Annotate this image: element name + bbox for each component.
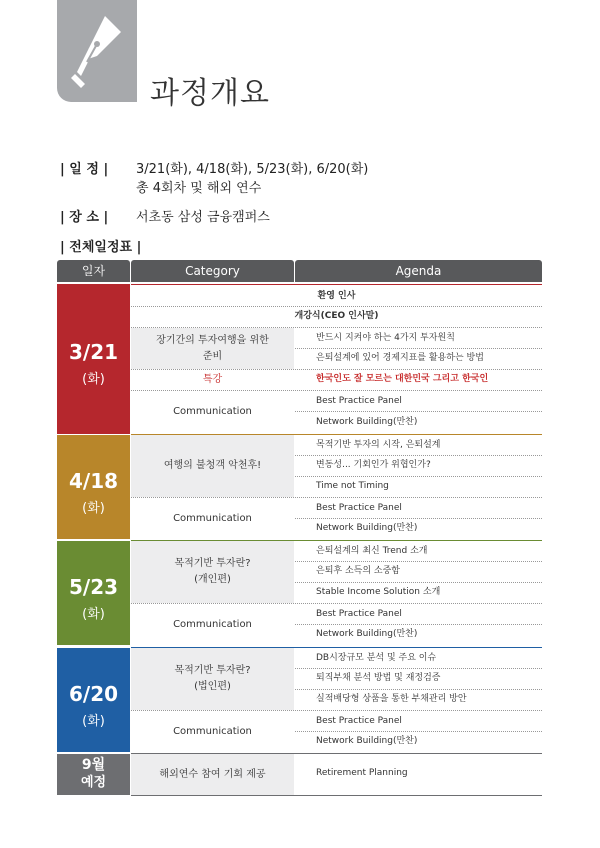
agenda-item: 개강식(CEO 인사말) [294,311,379,321]
category-cell [131,498,294,539]
date-cell-september [57,754,130,795]
agenda-item: 실적배당형 상품을 통한 부채관리 방안 [316,694,467,704]
category-cell [131,648,294,710]
agenda-item: Network Building(만찬) [316,417,418,427]
agenda-item: Best Practice Panel [316,716,402,726]
venue-row [60,206,135,225]
category-text: Communication [173,406,252,417]
date-cell-3-21 [57,284,130,434]
category-text: Communication [173,512,252,524]
date-value: 5/23 [68,575,119,599]
table-bottom-border [131,795,542,796]
category-text: 목적기반 투자란? [174,665,251,676]
category-cell [131,604,294,645]
agenda-item: 변동성... 기회인가 위협인가? [316,460,431,470]
category-text: 장기간의 투자여행을 위한 준비 [156,334,269,362]
venue-label: | 장 소 | [60,210,109,225]
category-cell [131,391,294,433]
agenda-item: Best Practice Panel [316,503,402,513]
category-cell [131,711,294,752]
category-subtext: (개인편) [194,574,231,585]
agenda-item: Retirement Planning [316,768,408,778]
agenda-item: 은퇴설계의 최신 Trend 소개 [316,546,428,556]
day-value: (화) [82,501,105,516]
category-cell [131,754,294,795]
date-value: 9월 [81,757,106,773]
category-subtext: (법인편) [194,681,231,692]
date-cell-5-23 [57,541,130,645]
day-value: (화) [82,607,105,622]
category-cell [131,541,294,603]
category-text: 해외연수 참여 기회 제공 [159,768,266,780]
agenda-item: Stable Income Solution 소개 [316,587,441,597]
agenda-item: Network Building(만찬) [316,523,418,533]
date-value: 4/18 [68,469,119,493]
agenda-item: Time not Timing [316,481,389,491]
day-value: (화) [82,714,105,729]
category-cell [131,435,294,497]
special-lecture-label: 특강 [202,373,223,385]
section-title: | 전체일정표 | [60,240,142,255]
agenda-item: Network Building(만찬) [316,736,418,746]
agenda-item: Best Practice Panel [316,609,402,619]
category-text: 목적기반 투자란? [174,558,251,569]
header-category: Category [131,260,294,282]
agenda-item-special: 한국인도 잘 모르는 대한민국 그리고 한국인 [316,374,489,384]
venue-value: 서초동 삼성 금융캠퍼스 [136,210,270,225]
schedule-line2: 총 4회차 및 해외 연수 [136,181,262,196]
header-date: 일자 [57,260,130,282]
agenda-item: Network Building(만찬) [316,629,418,639]
agenda-item: DB시장규모 분석 및 주요 이슈 [316,653,437,663]
date-value: 3/21 [68,340,119,364]
page-title: 과정개요 [150,76,270,111]
day-value: (화) [82,372,105,387]
schedule-label: | 일 정 | [60,162,109,177]
agenda-item: 환영 인사 [317,291,356,301]
header-agenda: Agenda [295,260,542,282]
agenda-item: 반드시 지켜야 하는 4가지 투자원칙 [316,333,455,343]
category-cell [131,369,294,390]
divider [131,284,542,285]
fountain-pen-icon [67,12,127,92]
agenda-item: 퇴직부채 분석 방법 및 재정검증 [316,673,441,683]
logo-box [57,0,137,102]
agenda-item: 은퇴후 소득의 소중함 [316,566,400,576]
date-value: 6/20 [68,682,119,706]
agenda-item: 은퇴설계에 있어 경제지표를 활용하는 방법 [316,353,484,363]
category-text: 여행의 불청객 악천후! [163,460,262,471]
agenda-item: 목적기반 투자의 시작, 은퇴설계 [316,440,441,450]
day-value: 예정 [80,775,107,790]
date-cell-4-18 [57,435,130,539]
schedule-row [60,158,135,177]
date-cell-6-20 [57,648,130,752]
category-text: Communication [173,725,252,737]
schedule-line1: 3/21(화), 4/18(화), 5/23(화), 6/20(화) [136,162,369,177]
agenda-item: Best Practice Panel [316,396,402,406]
category-cell [131,328,294,369]
category-text: Communication [173,618,252,630]
